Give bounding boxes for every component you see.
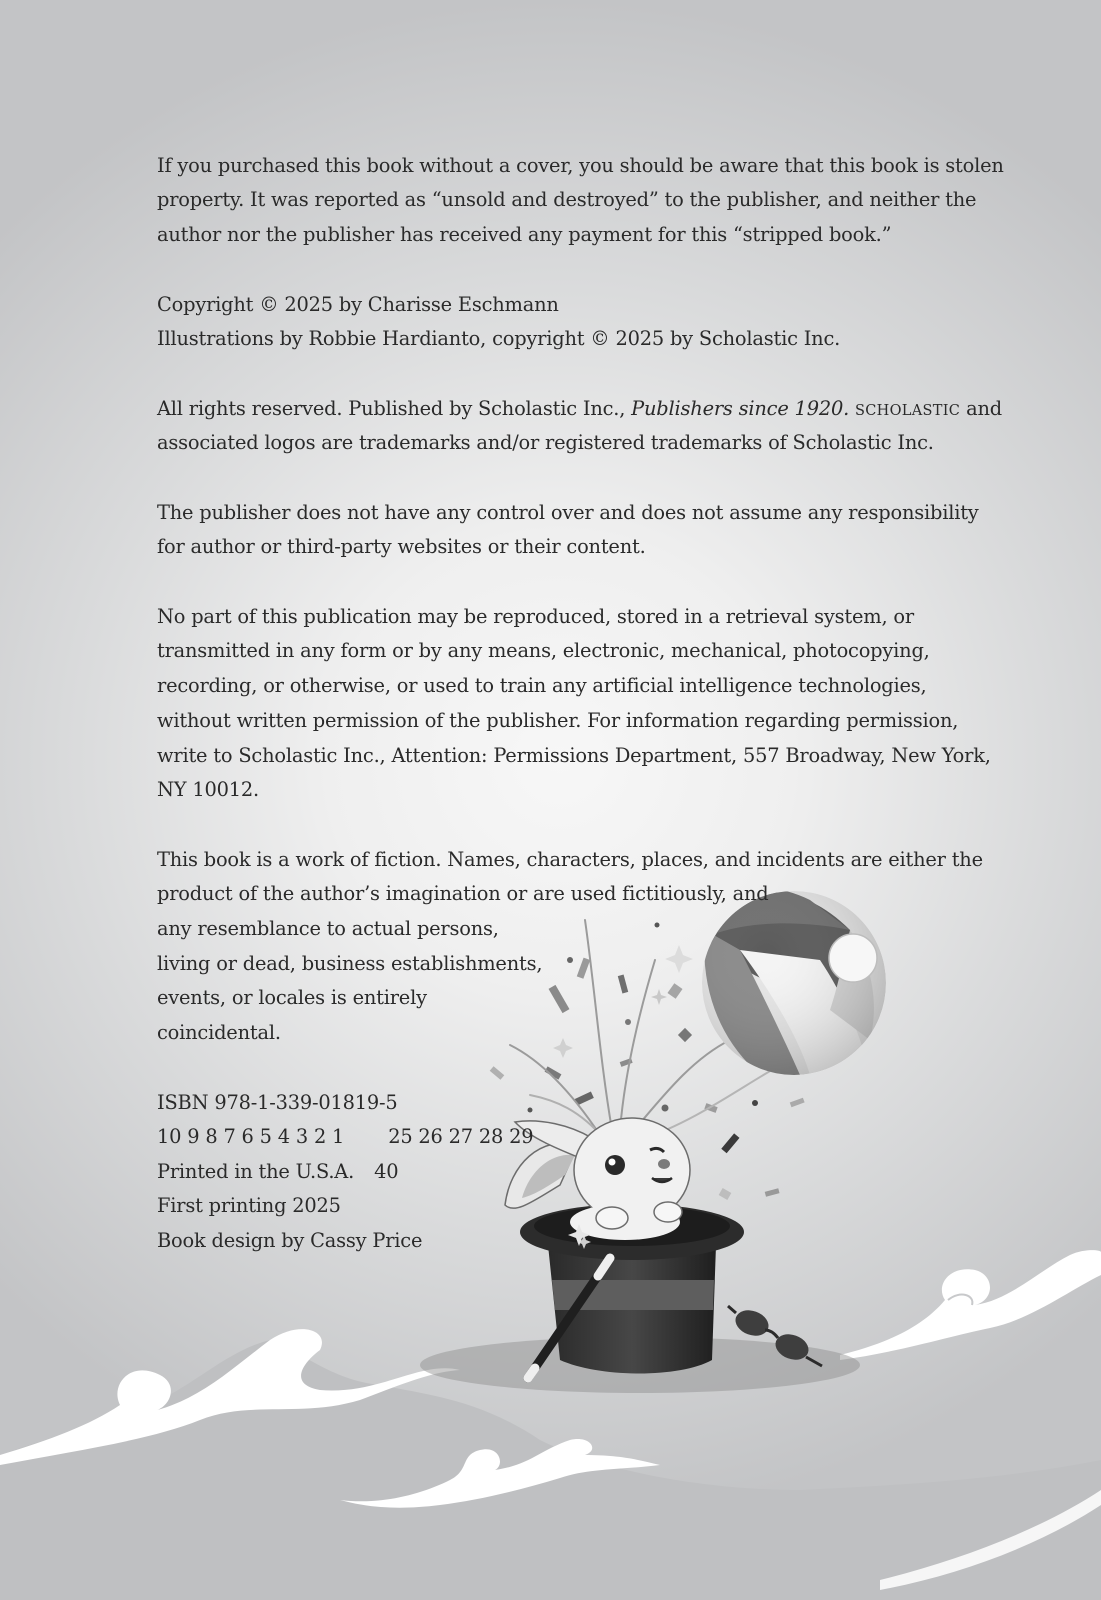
rights-text: All rights reserved. Published by Scholastic Inc., — [157, 397, 632, 420]
print-run-line — [157, 1125, 533, 1149]
scholastic-trademark: SCHOLASTIC — [855, 403, 961, 419]
fiction-disclaimer-line: coincidental. — [157, 1021, 281, 1044]
rabbit-in-magic-hat-icon — [505, 1118, 744, 1374]
copyright-text-line: Copyright © 2025 by Charisse Eschmann — [157, 293, 559, 316]
reproduction-line: No part of this publication may be reproduced, stored in a retrieval system, or — [157, 605, 914, 628]
reproduction-line: transmitted in any form or by any means, electronic, mechanical, photocopying, — [157, 639, 930, 662]
reproduction-line: write to Scholastic Inc., Attention: Permissions Department, 557 Broadway, New York, — [157, 744, 991, 767]
publisher-slogan: Publishers since 1920. — [631, 397, 850, 420]
printed-in-line — [157, 1160, 398, 1184]
stripped-notice-line: author nor the publisher has received any payment for this “stripped book.” — [157, 223, 892, 246]
fiction-disclaimer-line: any resemblance to actual persons, — [157, 917, 499, 940]
illustration-copyright-line: Illustrations by Robbie Hardianto, copyright © 2025 by Scholastic Inc. — [157, 327, 841, 350]
isbn: ISBN 978-1-339-01819-5 — [157, 1091, 398, 1114]
publisher-disclaimer-line: for author or third-party websites or their content. — [157, 535, 646, 558]
print-years: 25 26 27 28 29 — [388, 1125, 534, 1148]
rights-reserved-line — [157, 397, 1002, 423]
printed-in: Printed in the U.S.A. — [157, 1160, 355, 1183]
printed-code: 40 — [374, 1160, 399, 1183]
fiction-disclaimer-line: living or dead, business establishments, — [157, 952, 543, 975]
reproduction-line: without written permission of the publisher. For information regarding permission, — [157, 709, 959, 732]
stripped-notice-line: If you purchased this book without a cover, you should be aware that this book is stolen — [157, 154, 1004, 177]
first-printing: First printing 2025 — [157, 1194, 341, 1217]
fiction-disclaimer-line: This book is a work of fiction. Names, characters, places, and incidents are either the — [157, 848, 983, 871]
trademark-line: associated logos are trademarks and/or registered trademarks of Scholastic Inc. — [157, 431, 934, 454]
stripped-notice-line: property. It was reported as “unsold and destroyed” to the publisher, and neither the — [157, 188, 977, 211]
ocean-wave-icon — [0, 1250, 1101, 1600]
print-run-numbers: 10 9 8 7 6 5 4 3 2 1 — [157, 1125, 345, 1148]
reproduction-line: recording, or otherwise, or used to train any artificial intelligence technologies, — [157, 674, 927, 697]
fiction-disclaimer-line: events, or locales is entirely — [157, 986, 427, 1009]
rights-text-end: and — [960, 397, 1002, 420]
publisher-disclaimer-line: The publisher does not have any control over and does not assume any responsibility — [157, 501, 979, 524]
book-design-credit: Book design by Cassy Price — [157, 1229, 423, 1252]
reproduction-line: NY 10012. — [157, 778, 259, 801]
fiction-disclaimer-line: product of the author’s imagination or are used fictitiously, and — [157, 882, 769, 905]
